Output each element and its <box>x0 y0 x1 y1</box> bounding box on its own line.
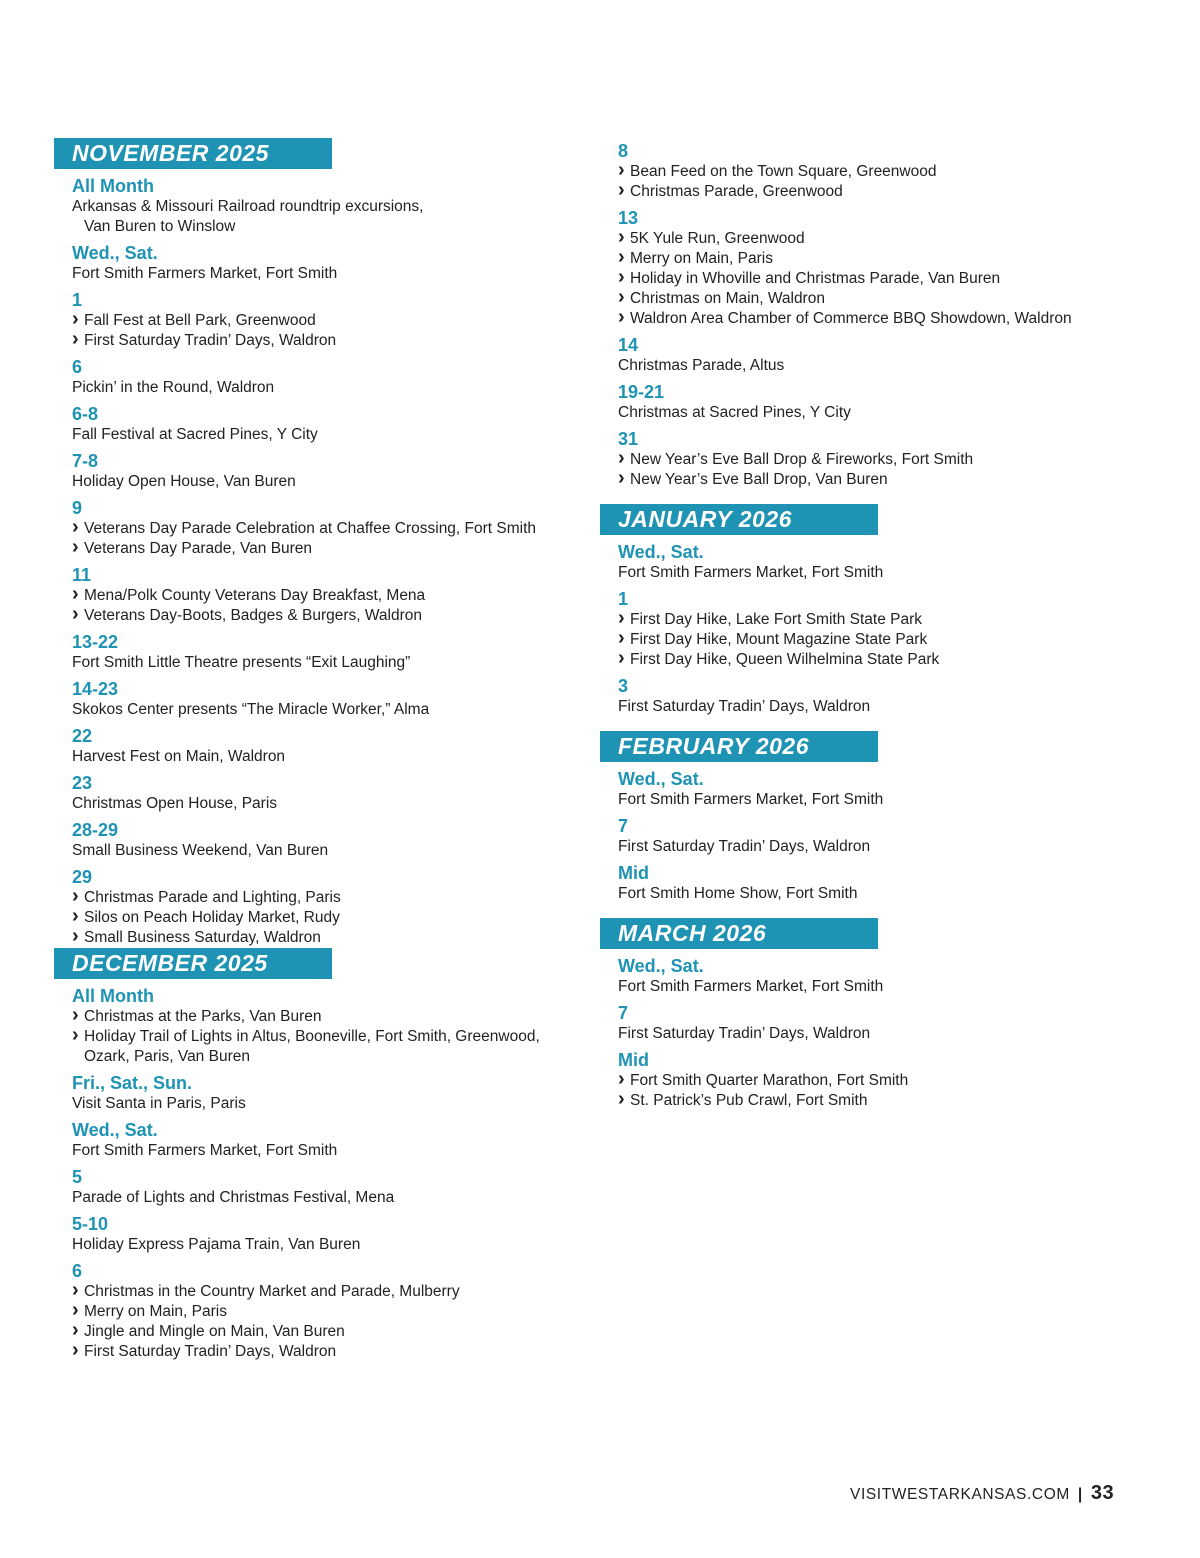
event-item <box>72 700 594 720</box>
date-group <box>72 678 594 720</box>
date-group <box>72 356 594 398</box>
month-section <box>600 504 1160 717</box>
event-text: Merry on Main, Paris <box>84 1303 227 1320</box>
event-text: Christmas Parade, Greenwood <box>630 183 843 200</box>
event-date: Wed., Sat. <box>618 956 704 976</box>
page-footer <box>850 1482 1114 1505</box>
chevron-right-icon: › <box>72 603 79 625</box>
event-text: Waldron Area Chamber of Commerce BBQ Showdown, Waldron <box>630 310 1072 327</box>
event-item <box>72 425 594 445</box>
month-heading: FEBRUARY 2026 <box>600 731 878 762</box>
chevron-right-icon: › <box>618 226 625 248</box>
month-heading: JANUARY 2026 <box>600 504 878 535</box>
event-item <box>72 1319 594 1342</box>
event-text: Small Business Weekend, Van Buren <box>72 842 329 859</box>
chevron-right-icon: › <box>618 266 625 288</box>
date-group <box>618 588 1160 670</box>
date-group <box>72 403 594 445</box>
event-date: 6 <box>72 1261 83 1281</box>
chevron-right-icon: › <box>72 516 79 538</box>
event-item <box>72 1188 594 1208</box>
event-text: Mena/Polk County Veterans Day Breakfast, Mena <box>84 587 426 604</box>
event-text-continued: Ozark, Paris, Van Buren <box>84 1048 250 1065</box>
event-item <box>72 264 594 284</box>
event-item <box>618 226 1160 249</box>
footer-separator: | <box>1077 1486 1083 1503</box>
event-date: 7 <box>618 816 629 836</box>
date-group <box>618 428 1160 490</box>
event-text: Fort Smith Farmers Market, Fort Smith <box>618 791 884 808</box>
event-item <box>618 977 1160 997</box>
event-text: Veterans Day Parade Celebration at Chaffee Crossing, Fort Smith <box>84 520 537 537</box>
event-date: 5 <box>72 1167 83 1187</box>
date-group <box>618 207 1160 329</box>
event-item <box>618 627 1160 650</box>
event-item <box>72 603 594 626</box>
event-text: Small Business Saturday, Waldron <box>84 929 321 946</box>
event-date: 7-8 <box>72 451 99 471</box>
chevron-right-icon: › <box>618 647 625 669</box>
event-item <box>618 179 1160 202</box>
event-item <box>72 1299 594 1322</box>
event-text: First Saturday Tradin’ Days, Waldron <box>618 698 871 715</box>
date-group <box>72 564 594 626</box>
event-item <box>72 747 594 767</box>
event-date: Fri., Sat., Sun. <box>72 1073 193 1093</box>
event-item <box>72 885 594 908</box>
event-text: Fort Smith Farmers Market, Fort Smith <box>72 265 338 282</box>
event-item <box>72 1094 594 1114</box>
event-date: 13 <box>618 208 639 228</box>
event-item <box>72 1141 594 1161</box>
event-item <box>618 563 1160 583</box>
event-text: Holiday Trail of Lights in Altus, Booneville, Fort Smith, Greenwood, <box>84 1028 540 1045</box>
event-text: Veterans Day-Boots, Badges & Burgers, Waldron <box>84 607 423 624</box>
date-group <box>72 175 594 237</box>
event-item <box>618 607 1160 630</box>
event-item <box>618 246 1160 269</box>
event-date: 29 <box>72 867 93 887</box>
event-item <box>618 266 1160 289</box>
date-group <box>72 866 594 948</box>
event-text: New Year’s Eve Ball Drop, Van Buren <box>630 471 888 488</box>
event-date: 6 <box>72 357 83 377</box>
event-text: Visit Santa in Paris, Paris <box>72 1095 246 1112</box>
event-date: 14-23 <box>72 679 119 699</box>
event-item <box>618 467 1160 490</box>
chevron-right-icon: › <box>618 1068 625 1090</box>
event-date: Wed., Sat. <box>618 542 704 562</box>
event-item <box>618 790 1160 810</box>
event-item <box>618 403 1160 423</box>
event-date: 9 <box>72 498 83 518</box>
event-text: First Day Hike, Lake Fort Smith State Park <box>630 611 923 628</box>
chevron-right-icon: › <box>72 536 79 558</box>
month-section <box>600 731 1160 904</box>
month-section <box>54 948 594 1362</box>
chevron-right-icon: › <box>618 159 625 181</box>
event-item <box>618 286 1160 309</box>
chevron-right-icon: › <box>72 1024 79 1046</box>
chevron-right-icon: › <box>72 1339 79 1361</box>
event-item <box>618 356 1160 376</box>
date-group <box>72 1072 594 1114</box>
chevron-right-icon: › <box>618 286 625 308</box>
event-text: First Day Hike, Queen Wilhelmina State Park <box>630 651 940 668</box>
chevron-right-icon: › <box>618 179 625 201</box>
date-group <box>618 140 1160 202</box>
event-date: 22 <box>72 726 93 746</box>
event-date: 8 <box>618 141 629 161</box>
month-heading: NOVEMBER 2025 <box>54 138 332 169</box>
chevron-right-icon: › <box>618 306 625 328</box>
chevron-right-icon: › <box>72 328 79 350</box>
event-date: 13-22 <box>72 632 119 652</box>
event-item <box>72 516 594 539</box>
right-column <box>600 140 1160 1111</box>
event-item <box>72 217 594 237</box>
date-group <box>72 497 594 559</box>
event-text: Bean Feed on the Town Square, Greenwood <box>630 163 937 180</box>
chevron-right-icon: › <box>618 447 625 469</box>
month-section <box>600 918 1160 1111</box>
date-group <box>618 815 1160 857</box>
event-item <box>72 378 594 398</box>
date-group <box>72 1119 594 1161</box>
event-text: New Year’s Eve Ball Drop & Fireworks, Fort Smith <box>630 451 974 468</box>
event-date: 11 <box>72 565 92 585</box>
event-text: Merry on Main, Paris <box>630 250 773 267</box>
event-text: Fort Smith Home Show, Fort Smith <box>618 885 858 902</box>
event-item <box>72 925 594 948</box>
chevron-right-icon: › <box>72 1299 79 1321</box>
chevron-right-icon: › <box>72 925 79 947</box>
event-text: Fort Smith Farmers Market, Fort Smith <box>72 1142 338 1159</box>
event-item <box>618 837 1160 857</box>
event-text: Holiday Open House, Van Buren <box>72 473 296 490</box>
chevron-right-icon: › <box>72 1279 79 1301</box>
event-text: Christmas Parade and Lighting, Paris <box>84 889 341 906</box>
event-date: 31 <box>618 429 639 449</box>
event-item <box>618 159 1160 182</box>
date-group <box>72 1213 594 1255</box>
date-group <box>72 1166 594 1208</box>
chevron-right-icon: › <box>72 885 79 907</box>
chevron-right-icon: › <box>618 1088 625 1110</box>
event-text: Parade of Lights and Christmas Festival, Mena <box>72 1189 395 1206</box>
event-item <box>72 583 594 606</box>
date-group <box>618 1002 1160 1044</box>
event-text: Holiday Express Pajama Train, Van Buren <box>72 1236 361 1253</box>
event-text: Pickin’ in the Round, Waldron <box>72 379 275 396</box>
date-group <box>618 541 1160 583</box>
event-date: 19-21 <box>618 382 665 402</box>
page-number: 33 <box>1090 1482 1115 1504</box>
event-text: Fort Smith Farmers Market, Fort Smith <box>618 978 884 995</box>
event-item <box>72 905 594 928</box>
event-item <box>618 1068 1160 1091</box>
event-text: Fort Smith Little Theatre presents “Exit Laughing” <box>72 654 411 671</box>
event-item <box>618 447 1160 470</box>
event-text: 5K Yule Run, Greenwood <box>630 230 805 247</box>
event-text: Holiday in Whoville and Christmas Parade, Van Buren <box>630 270 1001 287</box>
event-date: Mid <box>618 1050 649 1070</box>
event-text: Fort Smith Farmers Market, Fort Smith <box>618 564 884 581</box>
event-item <box>618 1024 1160 1044</box>
event-date: Mid <box>618 863 649 883</box>
event-text: First Saturday Tradin’ Days, Waldron <box>84 1343 337 1360</box>
event-item <box>618 697 1160 717</box>
date-group <box>72 725 594 767</box>
event-text: St. Patrick’s Pub Crawl, Fort Smith <box>630 1092 868 1109</box>
event-item <box>72 1339 594 1362</box>
event-item <box>72 1004 594 1027</box>
left-column <box>54 138 594 1362</box>
event-text: Fort Smith Quarter Marathon, Fort Smith <box>630 1072 909 1089</box>
event-item <box>72 308 594 331</box>
event-text: Fall Fest at Bell Park, Greenwood <box>84 312 316 329</box>
event-text: First Saturday Tradin’ Days, Waldron <box>618 1025 871 1042</box>
event-item <box>72 472 594 492</box>
event-text: Christmas at the Parks, Van Buren <box>84 1008 322 1025</box>
event-item <box>72 653 594 673</box>
event-text: Fall Festival at Sacred Pines, Y City <box>72 426 318 443</box>
chevron-right-icon: › <box>72 583 79 605</box>
event-item <box>72 1279 594 1302</box>
date-group <box>72 450 594 492</box>
event-date: 5-10 <box>72 1214 109 1234</box>
date-group <box>618 675 1160 717</box>
date-group <box>618 1049 1160 1111</box>
event-text: Arkansas & Missouri Railroad roundtrip excursions, <box>72 198 424 215</box>
event-item <box>72 1024 594 1067</box>
site-url[interactable]: VISITWESTARKANSAS.COM <box>850 1486 1070 1503</box>
date-group <box>618 955 1160 997</box>
event-text: Van Buren to Winslow <box>84 218 236 235</box>
event-text: Jingle and Mingle on Main, Van Buren <box>84 1323 345 1340</box>
chevron-right-icon: › <box>72 308 79 330</box>
event-text: Silos on Peach Holiday Market, Rudy <box>84 909 340 926</box>
event-date: 3 <box>618 676 629 696</box>
event-date: 14 <box>618 335 639 355</box>
event-date: 1 <box>72 290 83 310</box>
event-text: Christmas on Main, Waldron <box>630 290 825 307</box>
chevron-right-icon: › <box>618 246 625 268</box>
date-group <box>618 334 1160 376</box>
event-date: Wed., Sat. <box>72 243 158 263</box>
event-text: First Saturday Tradin’ Days, Waldron <box>618 838 871 855</box>
event-item <box>72 1235 594 1255</box>
date-group <box>72 242 594 284</box>
chevron-right-icon: › <box>72 905 79 927</box>
date-group <box>72 289 594 351</box>
date-group <box>618 768 1160 810</box>
event-item <box>618 884 1160 904</box>
date-group <box>72 631 594 673</box>
event-date: 28-29 <box>72 820 119 840</box>
date-group <box>72 985 594 1067</box>
date-group <box>618 862 1160 904</box>
date-group <box>72 819 594 861</box>
chevron-right-icon: › <box>618 467 625 489</box>
event-date: Wed., Sat. <box>72 1120 158 1140</box>
event-text: Christmas at Sacred Pines, Y City <box>618 404 851 421</box>
event-item <box>72 841 594 861</box>
chevron-right-icon: › <box>618 607 625 629</box>
event-item <box>72 328 594 351</box>
event-date: Wed., Sat. <box>618 769 704 789</box>
event-text: Christmas in the Country Market and Parade, Mulberry <box>84 1283 460 1300</box>
chevron-right-icon: › <box>72 1319 79 1341</box>
event-item <box>618 306 1160 329</box>
event-date: 23 <box>72 773 93 793</box>
chevron-right-icon: › <box>618 627 625 649</box>
event-date: All Month <box>72 986 154 1006</box>
date-group <box>72 1260 594 1362</box>
event-text: Harvest Fest on Main, Waldron <box>72 748 286 765</box>
event-item <box>72 536 594 559</box>
date-group <box>72 772 594 814</box>
event-date: 7 <box>618 1003 629 1023</box>
month-heading: DECEMBER 2025 <box>54 948 332 979</box>
event-text: First Day Hike, Mount Magazine State Park <box>630 631 928 648</box>
date-group <box>618 381 1160 423</box>
event-date: All Month <box>72 176 154 196</box>
month-section <box>54 138 594 948</box>
month-heading: MARCH 2026 <box>600 918 878 949</box>
event-text: Christmas Parade, Altus <box>618 357 785 374</box>
event-text: Veterans Day Parade, Van Buren <box>84 540 313 557</box>
month-section <box>600 140 1160 490</box>
chevron-right-icon: › <box>72 1004 79 1026</box>
event-item <box>618 1088 1160 1111</box>
event-date: 1 <box>618 589 629 609</box>
event-text: Skokos Center presents “The Miracle Worker,” Alma <box>72 701 430 718</box>
event-text: First Saturday Tradin’ Days, Waldron <box>84 332 337 349</box>
event-item <box>72 794 594 814</box>
event-date: 6-8 <box>72 404 99 424</box>
event-text: Christmas Open House, Paris <box>72 795 278 812</box>
event-item <box>618 647 1160 670</box>
event-item <box>72 197 594 217</box>
